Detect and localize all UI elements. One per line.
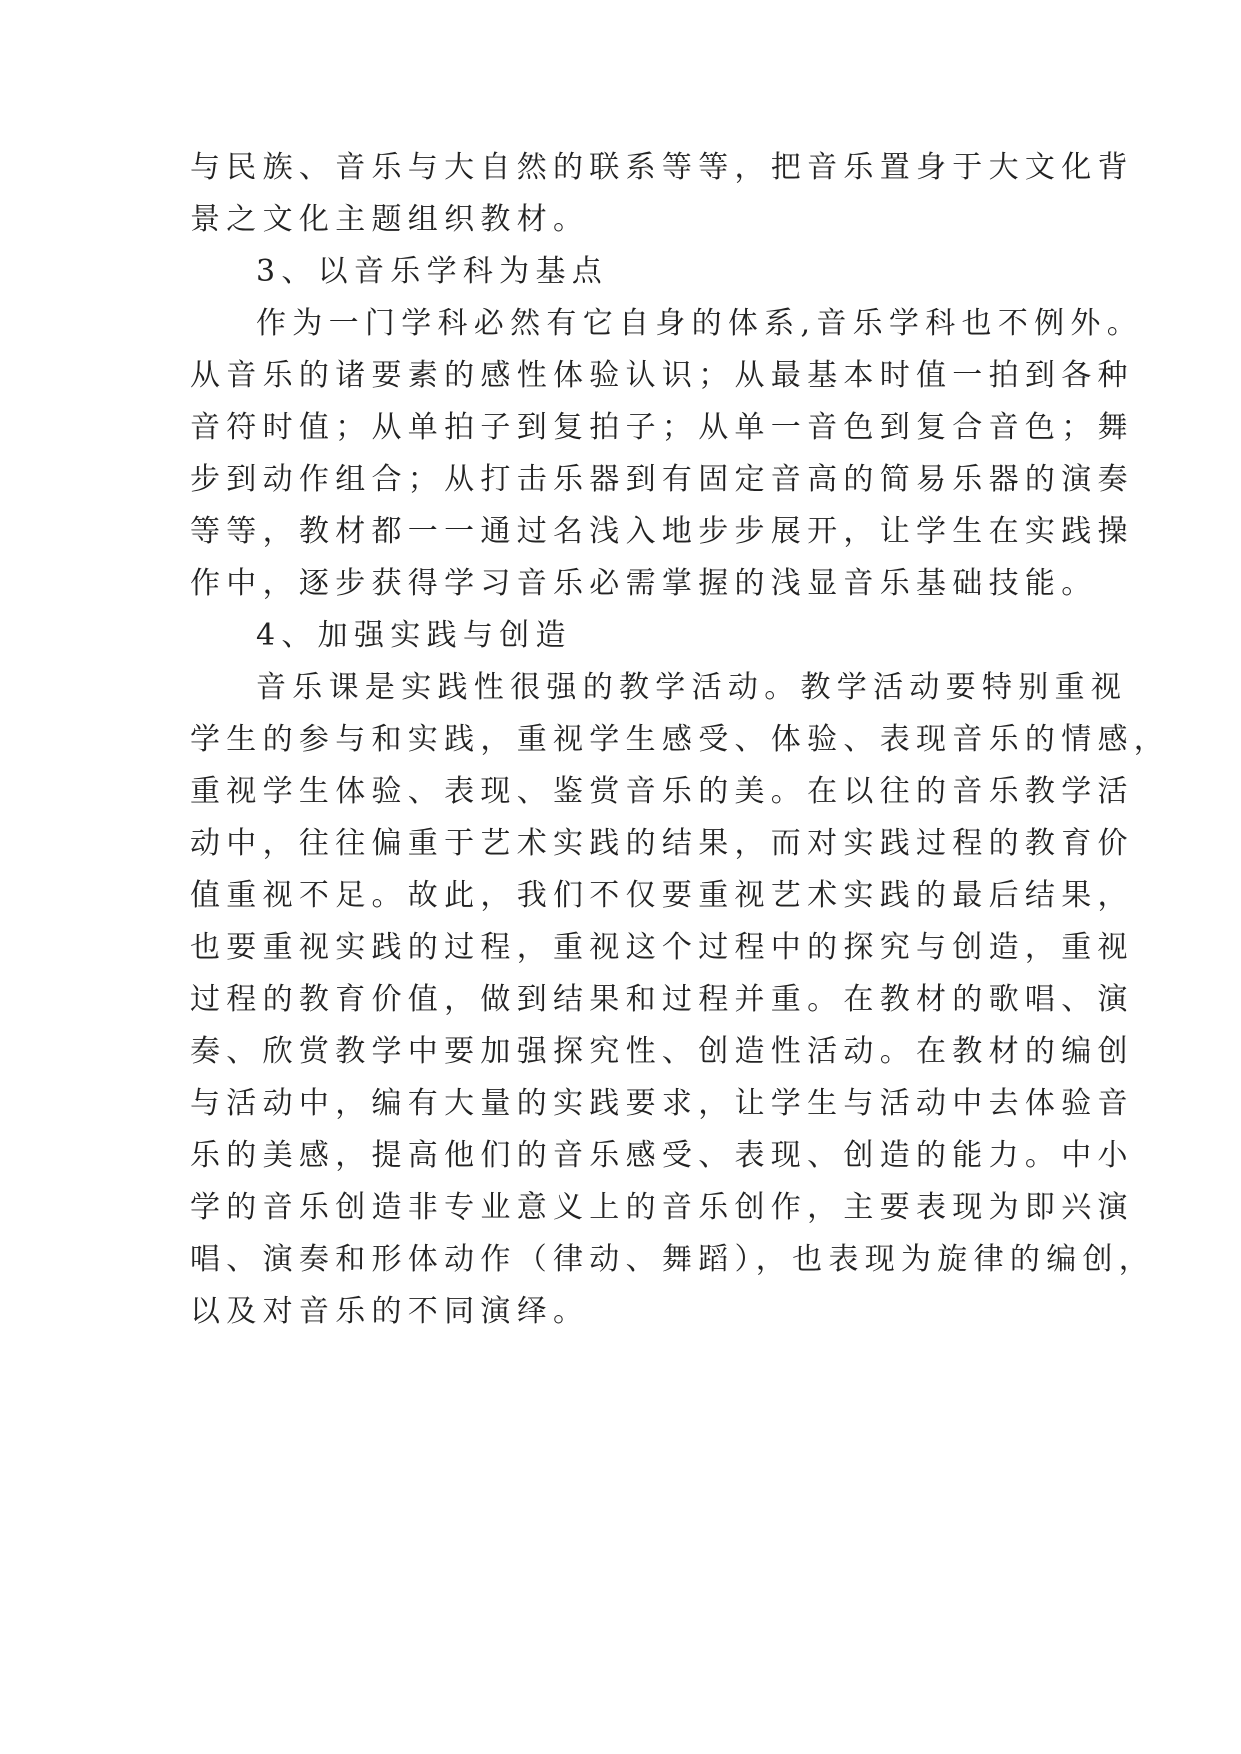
paragraph-line: 乐的美感，提高他们的音乐感受、表现、创造的能力。中小	[190, 1138, 1134, 1173]
paragraph-line: 也要重视实践的过程，重视这个过程中的探究与创造，重视	[190, 930, 1134, 965]
paragraph-line: 值重视不足。故此，我们不仅要重视艺术实践的最后结果，	[190, 878, 1134, 913]
paragraph-line: 学生的参与和实践，重视学生感受、体验、表现音乐的情感，	[190, 722, 1171, 757]
section-heading: 3、以音乐学科为基点	[256, 254, 609, 289]
paragraph-line: 以及对音乐的不同演绎。	[190, 1294, 590, 1329]
paragraph-line: 音符时值；从单拍子到复拍子；从单一音色到复合音色；舞	[190, 410, 1134, 445]
paragraph-line: 动中，往往偏重于艺术实践的结果，而对实践过程的教育价	[190, 826, 1134, 861]
paragraph-line: 奏、欣赏教学中要加强探究性、创造性活动。在教材的编创	[190, 1034, 1134, 1069]
paragraph-line: 作为一门学科必然有它自身的体系,音乐学科也不例外。	[256, 306, 1144, 341]
paragraph-line: 作中，逐步获得学习音乐必需掌握的浅显音乐基础技能。	[190, 566, 1098, 601]
paragraph-line: 重视学生体验、表现、鉴赏音乐的美。在以往的音乐教学活	[190, 774, 1134, 809]
paragraph-line: 从音乐的诸要素的感性体验认识；从最基本时值一拍到各种	[190, 358, 1134, 393]
paragraph-line: 步到动作组合；从打击乐器到有固定音高的简易乐器的演奏	[190, 462, 1134, 497]
paragraph-line: 过程的教育价值，做到结果和过程并重。在教材的歌唱、演	[190, 982, 1134, 1017]
paragraph-line: 音乐课是实践性很强的教学活动。教学活动要特别重视	[256, 670, 1128, 705]
paragraph-line: 唱、演奏和形体动作（律动、舞蹈），也表现为旋律的编创，	[190, 1242, 1156, 1277]
paragraph-line: 学的音乐创造非专业意义上的音乐创作，主要表现为即兴演	[190, 1190, 1134, 1225]
paragraph-line: 与活动中，编有大量的实践要求，让学生与活动中去体验音	[190, 1086, 1134, 1121]
paragraph-line: 等等，教材都一一通过名浅入地步步展开，让学生在实践操	[190, 514, 1134, 549]
section-heading: 4、加强实践与创造	[256, 618, 572, 653]
paragraph-line: 景之文化主题组织教材。	[190, 202, 590, 237]
paragraph-line: 与民族、音乐与大自然的联系等等，把音乐置身于大文化背	[190, 150, 1134, 185]
